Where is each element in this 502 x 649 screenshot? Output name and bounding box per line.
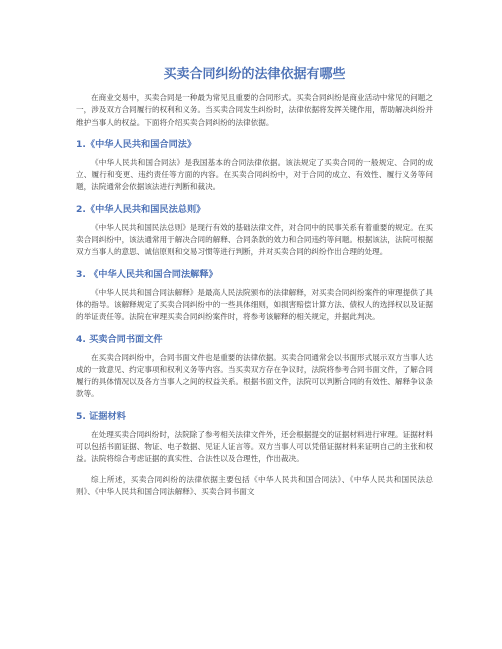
intro-paragraph: 在商业交易中，买卖合同是一种最为常见且重要的合同形式。买卖合同纠纷是商业活动中常见的问题之一，涉及双方合同履行的权利和义务。当买卖合同发生纠纷时，法律依据将发挥关键作用，帮助解决纠纷并维护当事人的权益。下面将介绍买卖合同纠纷的法律依据。: [76, 93, 433, 127]
page-title: 买卖合同纠纷的法律依据有哪些: [163, 67, 346, 82]
section-paragraph: 在买卖合同纠纷中，合同书面文件也是重要的法律依据。买卖合同通常会以书面形式展示双方当事人达成的一致意见、约定事项和权利义务等内容。当买卖双方存在争议时，法院将参考合同书面文件，了解合同履行的具体情况以及各方当事人之间的权益关系。根据书面文件，法院可以判断合同的有效性、解释争议条款等。: [76, 352, 433, 399]
section-heading: 3. 《中华人民共和国合同法解释》: [76, 268, 218, 280]
section-4: [76, 334, 433, 401]
section-2: [76, 204, 433, 259]
section-1: [76, 139, 433, 194]
section-paragraph: 在处理买卖合同纠纷时，法院除了参考相关法律文件外，还会根据提交的证据材料进行审理。证据材料可以包括书面证据、物证、电子数据、见证人证言等。双方当事人可以凭借证据材料来证明自己的主张和权益。法院将综合考虑证据的真实性、合法性以及合理性，作出裁决。: [76, 429, 433, 464]
section-paragraph: 《中华人民共和国合同法》是我国基本的合同法律依据。该法规定了买卖合同的一般规定、合同的成立、履行和变更、违约责任等方面的内容。在买卖合同纠纷中，对于合同的成立、有效性、履行义务等问题，法院通常会依据该法进行判断和裁决。: [76, 157, 433, 192]
section-paragraph: 《中华人民共和国合同法解释》是最高人民法院颁布的法律解释，对买卖合同纠纷案件的审理提供了具体的指导。该解释规定了买卖合同纠纷中的一些具体细则，如损害赔偿计算方法、债权人的选择权以及证据的举证责任等。法院在审理买卖合同纠纷案件时，将参考该解释的相关规定，并据此判决。: [76, 287, 433, 322]
section-heading: 2.《中华人民共和国民法总则》: [76, 203, 206, 215]
section-paragraph: 《中华人民共和国民法总则》是现行有效的基础法律文件，对合同中的民事关系有着重要的规定。在买卖合同纠纷中，该法通常用于解决合同的解释、合同条款的效力和合同违约等问题。根据该法，法院可根据双方当事人的意思、诚信原则和交易习惯等进行判断，并对买卖合同的纠纷作出合理的处理。: [76, 222, 433, 257]
section-heading: 5. 证据材料: [76, 410, 126, 422]
section-5: [76, 411, 433, 466]
section-heading: 4. 买卖合同书面文件: [76, 333, 163, 345]
section-3: [76, 269, 433, 324]
section-heading: 1.《中华人民共和国合同法》: [76, 138, 197, 150]
conclusion-paragraph: 综上所述，买卖合同纠纷的法律依据主要包括《中华人民共和国合同法》、《中华人民共和国民法总则》、《中华人民共和国合同法解释》、买卖合同书面文: [76, 474, 433, 496]
